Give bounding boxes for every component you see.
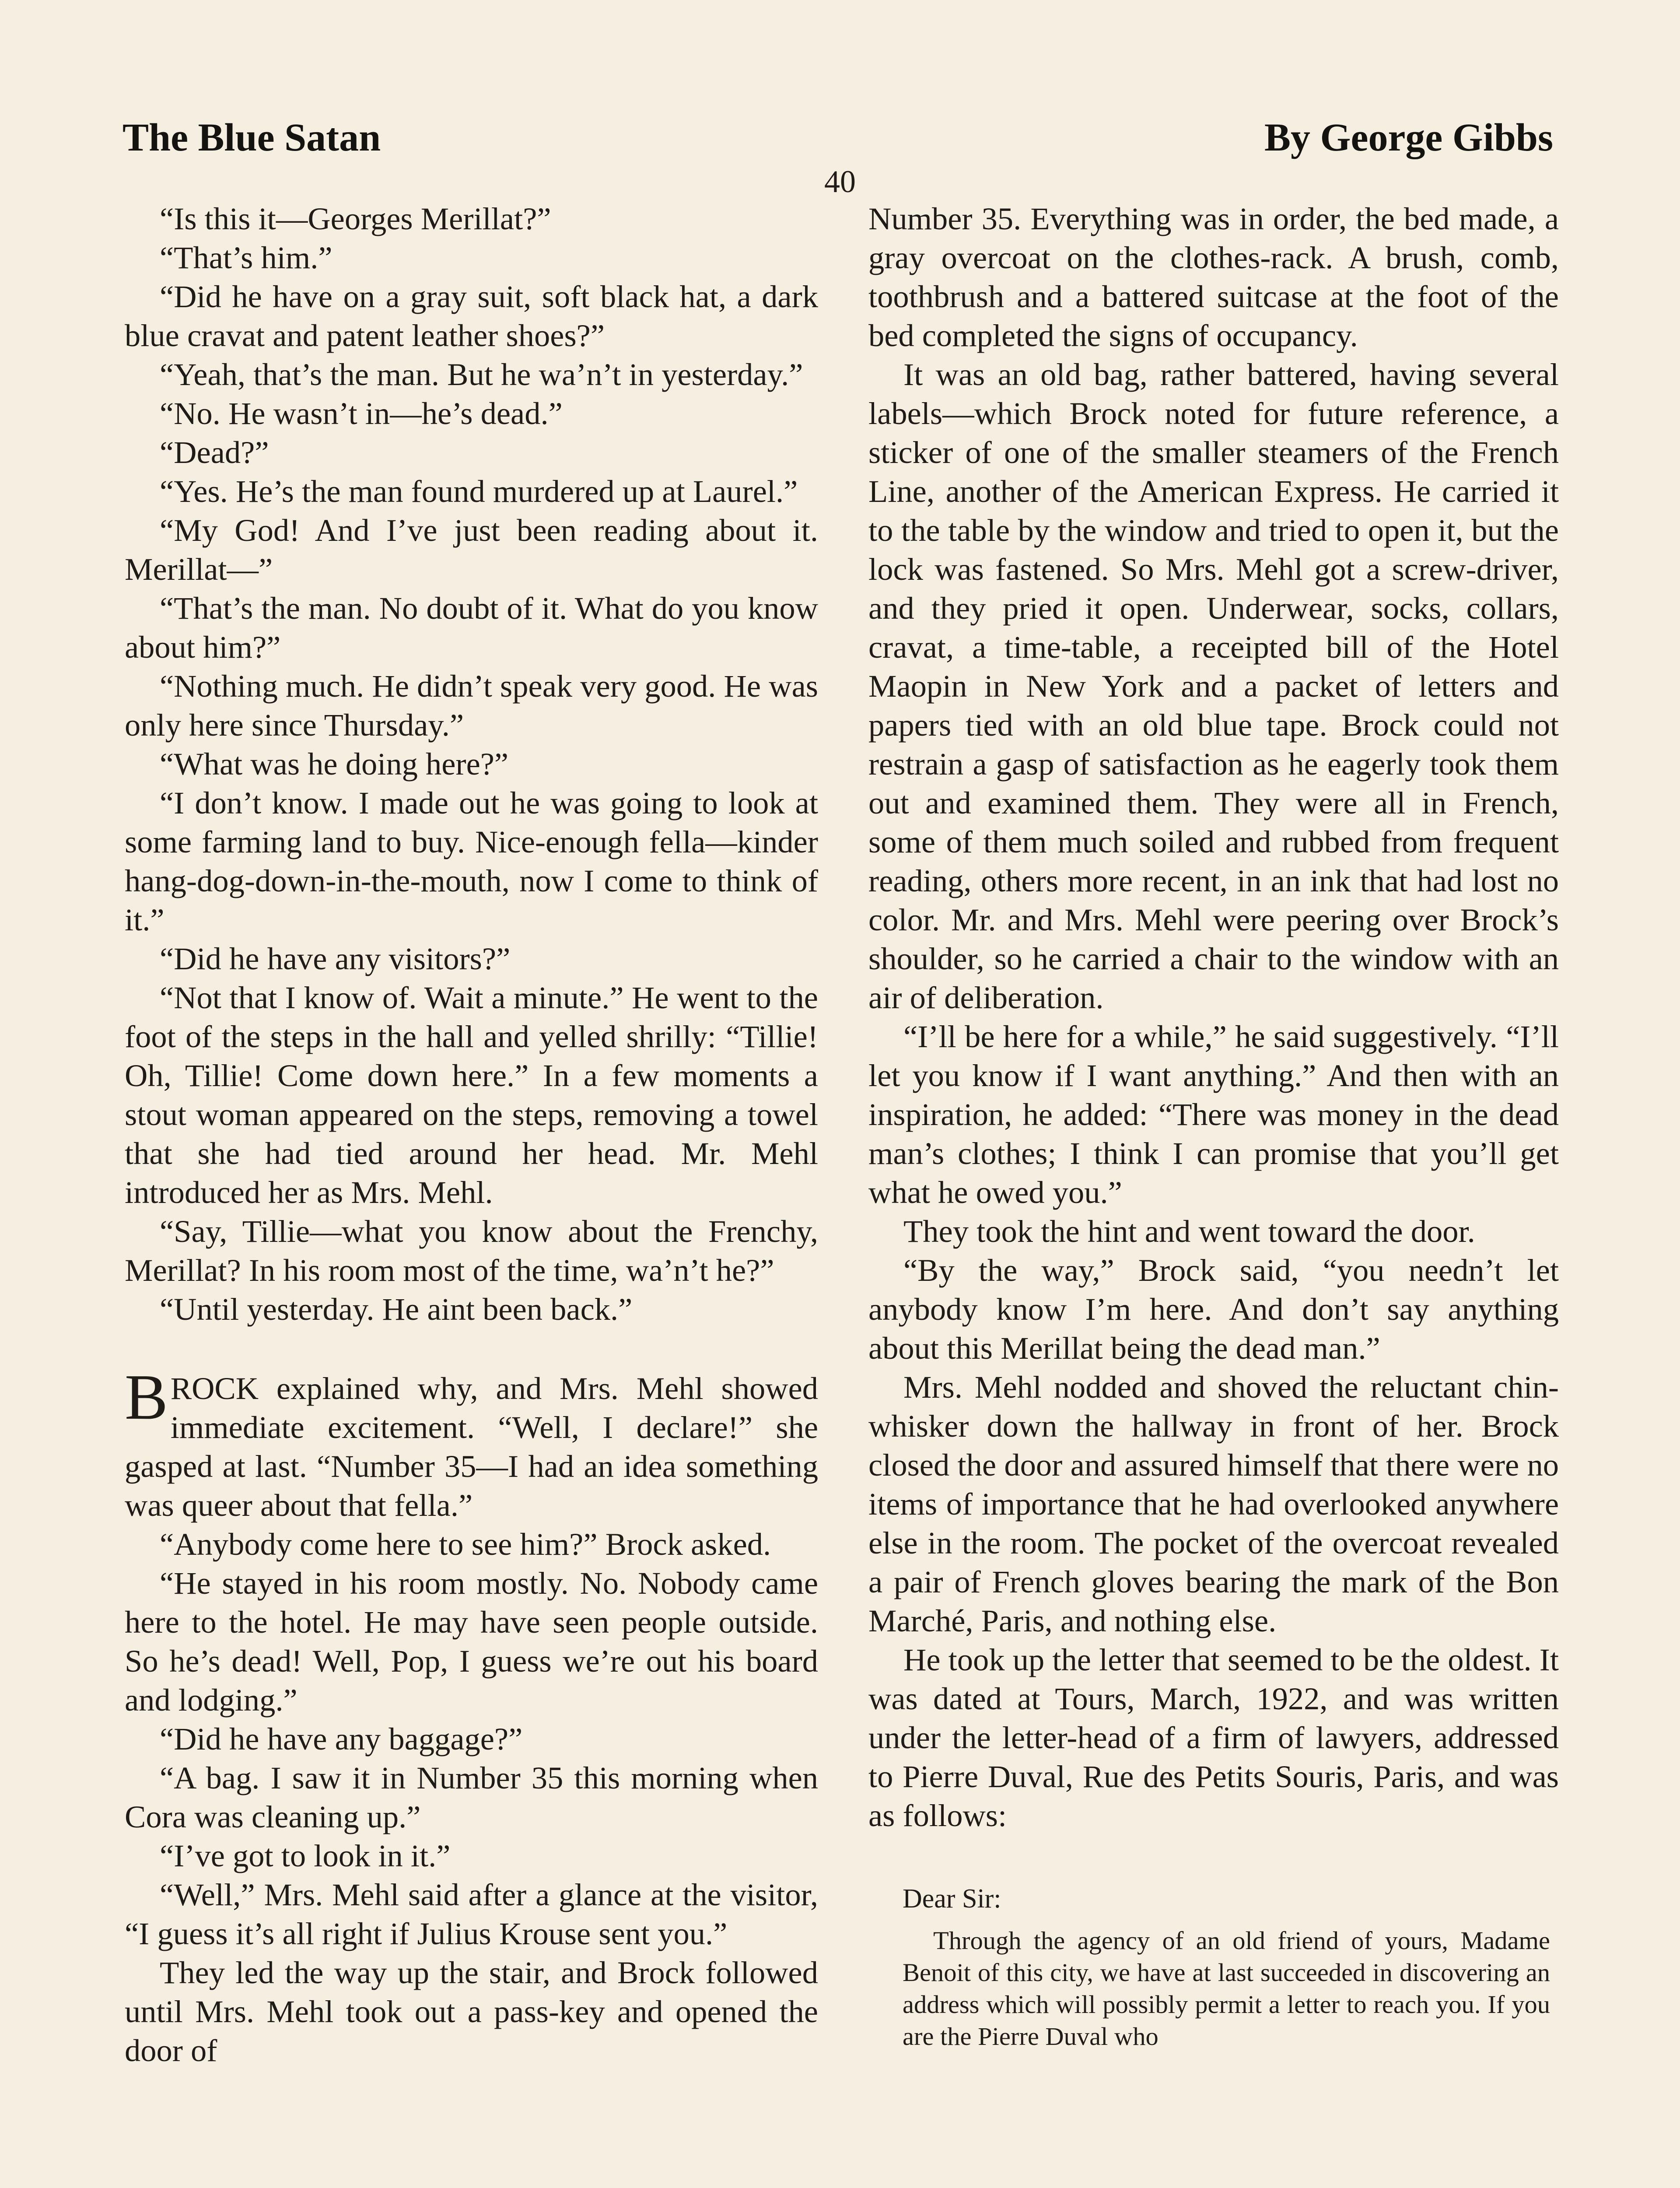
paragraph: “Nothing much. He didn’t speak very good. He was only here since Thursday.” <box>125 668 818 743</box>
paragraph: “Did he have on a gray suit, soft black hat, a dark blue cravat and patent leather shoes?” <box>125 279 818 353</box>
left-column <box>125 199 818 2070</box>
paragraph: They led the way up the stair, and Brock followed until Mrs. Mehl took out a pass-key and opened the door of <box>125 1955 818 2068</box>
paragraph: “Anybody come here to see him?” Brock asked. <box>160 1526 771 1562</box>
paragraph: “That’s him.” <box>160 240 332 275</box>
paragraph: “Say, Tillie—what you know about the Frenchy, Merillat? In his room most of the time, wa’n’t he?” <box>125 1213 818 1288</box>
drop-cap-letter: B <box>125 1361 168 1433</box>
continued-paragraph: Number 35. Everything was in order, the bed made, a gray overcoat on the clothes-rack. A brush, comb, toothbrush and a battered suitcase at the foot of the bed completed the signs of occupancy. <box>868 201 1559 353</box>
paragraph: “I don’t know. I made out he was going to look at some farming land to buy. Nice-enough fella—kinder hang-dog-down-in-the-mouth, now I come to think of it.” <box>125 785 818 937</box>
dropcap-paragraph <box>125 1361 818 1525</box>
paragraph: Mrs. Mehl nodded and shoved the reluctant chin-whisker down the hallway in front of her. Brock closed the door and assured himself that there were no items of importance that he had overlooked anywhere else in the room. The pocket of the overcoat revealed a pair of French gloves bearing the mark of the Bon Marché, Paris, and nothing else. <box>868 1369 1559 1638</box>
paragraph: “I’ve got to look in it.” <box>160 1838 451 1873</box>
right-column <box>868 199 1559 2052</box>
paragraph: “Did he have any visitors?” <box>160 941 511 976</box>
paragraph: “Yeah, that’s the man. But he wa’n’t in yesterday.” <box>160 357 803 392</box>
letter-salutation: Dear Sir: <box>903 1884 1001 1914</box>
letter-body: Through the agency of an old friend of yours, Madame Benoit of this city, we have at last succeeded in discovering an address which will possibly permit a letter to reach you. If you are the Pierre Duval who <box>903 1926 1550 2051</box>
page-number: 40 <box>824 164 856 199</box>
dropcap-paragraph-text: ROCK explained why, and Mrs. Mehl showed immediate excitement. “Well, I declare!” she gasped at last. “Number 35—I had an idea something was queer about that fella.” <box>125 1371 818 1523</box>
quoted-letter <box>868 1883 1559 2052</box>
paragraph: “By the way,” Brock said, “you needn’t let anybody know I’m here. And don’t say anything about this Merillat being the dead man.” <box>868 1252 1559 1366</box>
paragraph: He took up the letter that seemed to be the oldest. It was dated at Tours, March, 1922, and was written under the letter-head of a firm of lawyers, addressed to Pierre Duval, Rue des Petits Souris, Paris, and was as follows: <box>868 1642 1559 1833</box>
paragraph: “Did he have any baggage?” <box>160 1721 523 1757</box>
paragraph: “That’s the man. No doubt of it. What do you know about him?” <box>125 590 818 665</box>
paragraph: “Yes. He’s the man found murdered up at Laurel.” <box>160 473 798 509</box>
paragraph: “What was he doing here?” <box>160 746 509 782</box>
paragraph: “Until yesterday. He aint been back.” <box>160 1291 633 1327</box>
paragraph: “Not that I know of. Wait a minute.” He went to the foot of the steps in the hall and yelled shrilly: “Tillie! Oh, Tillie! Come down here.” In a few moments a stout woman appeared on the steps, removing a towel that she had tied around her head. Mr. Mehl introduced her as Mrs. Mehl. <box>125 980 818 1210</box>
paragraph: “Well,” Mrs. Mehl said after a glance at the visitor, “I guess it’s all right if Julius Krouse sent you.” <box>125 1877 818 1951</box>
story-author: By George Gibbs <box>1264 116 1553 159</box>
paragraph: “A bag. I saw it in Number 35 this morning when Cora was cleaning up.” <box>125 1760 818 1834</box>
paragraph: “I’ll be here for a while,” he said suggestively. “I’ll let you know if I want anything.” And then with an inspiration, he added: “There was money in the dead man’s clothes; I think I can promise that you’ll get what he owed you.” <box>868 1019 1559 1210</box>
paragraph: They took the hint and went toward the door. <box>903 1213 1475 1249</box>
paragraph: “He stayed in his room mostly. No. Nobody came here to the hotel. He may have seen people outside. So he’s dead! Well, Pop, I guess we’re out his board and lodging.” <box>125 1565 818 1718</box>
paragraph: “Is this it—Georges Merillat?” <box>160 201 551 236</box>
paragraph: It was an old bag, rather battered, having several labels—which Brock noted for future reference, a sticker of one of the smaller steamers of the French Line, another of the American Express. He carried it to the table by the window and tried to open it, but the lock was fastened. So Mrs. Mehl got a screw-driver, and they pried it open. Underwear, socks, collars, cravat, a time-table, a receipted bill of the Hotel Maopin in New York and a packet of letters and papers tied with an old blue tape. Brock could not restrain a gasp of satisfaction as he eagerly took them out and examined them. They were all in French, some of them much soiled and rubbed from frequent reading, others more recent, in an ink that had lost no color. Mr. and Mrs. Mehl were peering over Brock’s shoulder, so he carried a chair to the window with an air of deliberation. <box>868 357 1559 1015</box>
section-break <box>125 1329 818 1369</box>
paragraph: “My God! And I’ve just been reading about it. Merillat—” <box>125 512 818 587</box>
paragraph: “Dead?” <box>160 435 269 470</box>
story-title: The Blue Satan <box>122 116 381 159</box>
paragraph: “No. He wasn’t in—he’s dead.” <box>160 396 563 431</box>
